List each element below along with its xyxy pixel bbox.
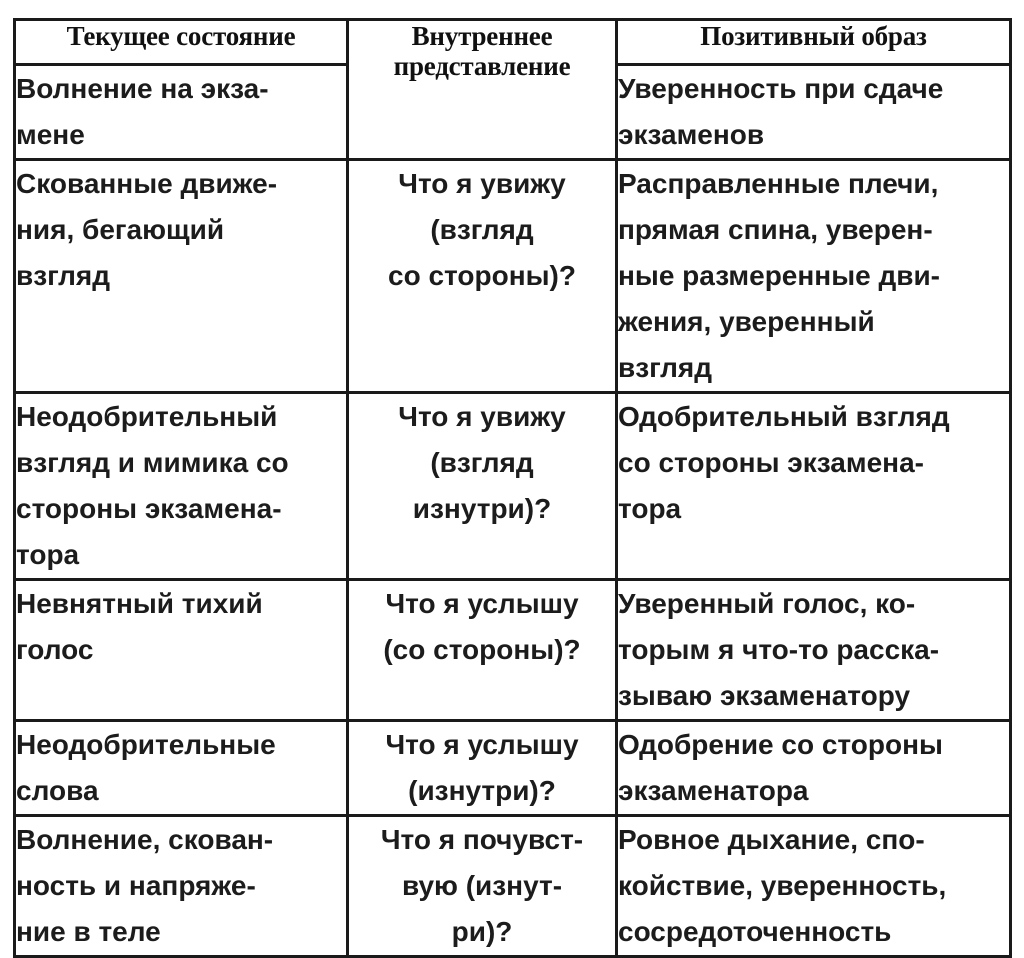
positive-image-cell: Уверенность при сдаче экзаменов <box>617 65 1011 160</box>
current-state-cell: Скованные движе- ния, бегающий взгляд <box>15 160 348 393</box>
positive-image-cell: Уверенный голос, ко- торым я что-то расска- зываю экзаменатору <box>617 580 1011 721</box>
current-state-cell: Невнятный тихий голос <box>15 580 348 721</box>
current-state-cell: Волнение, скован- ность и напряже- ние в теле <box>15 816 348 957</box>
table-row <box>15 393 1011 580</box>
current-state-cell: Неодобрительный взгляд и мимика со стороны экзамена- тора <box>15 393 348 580</box>
internal-representation-cell: Что я услышу (изнутри)? <box>348 721 617 816</box>
internal-representation-cell: Что я увижу (взгляд изнутри)? <box>348 393 617 580</box>
header-current-state: Текущее состояние <box>15 20 348 65</box>
header-row <box>15 20 1011 65</box>
positive-image-cell: Ровное дыхание, спо- койствие, уверенность, сосредоточенность <box>617 816 1011 957</box>
header-internal-representation: Внутреннее представление <box>348 20 617 160</box>
table-row <box>15 721 1011 816</box>
internal-representation-cell: Что я увижу (взгляд со стороны)? <box>348 160 617 393</box>
current-state-cell: Волнение на экза- мене <box>15 65 348 160</box>
positive-image-cell: Одобрение со стороны экзаменатора <box>617 721 1011 816</box>
table-row <box>15 160 1011 393</box>
positive-image-cell: Расправленные плечи, прямая спина, уверен- ные размеренные дви- жения, уверенный взгляд <box>617 160 1011 393</box>
table-row <box>15 580 1011 721</box>
header-positive-image: Позитивный образ <box>617 20 1011 65</box>
internal-representation-cell: Что я почувст- вую (изнут- ри)? <box>348 816 617 957</box>
positive-image-cell: Одобрительный взгляд со стороны экзамена- тора <box>617 393 1011 580</box>
comparison-table <box>13 18 1012 958</box>
internal-representation-cell: Что я услышу (со стороны)? <box>348 580 617 721</box>
current-state-cell: Неодобрительные слова <box>15 721 348 816</box>
table-row <box>15 816 1011 957</box>
